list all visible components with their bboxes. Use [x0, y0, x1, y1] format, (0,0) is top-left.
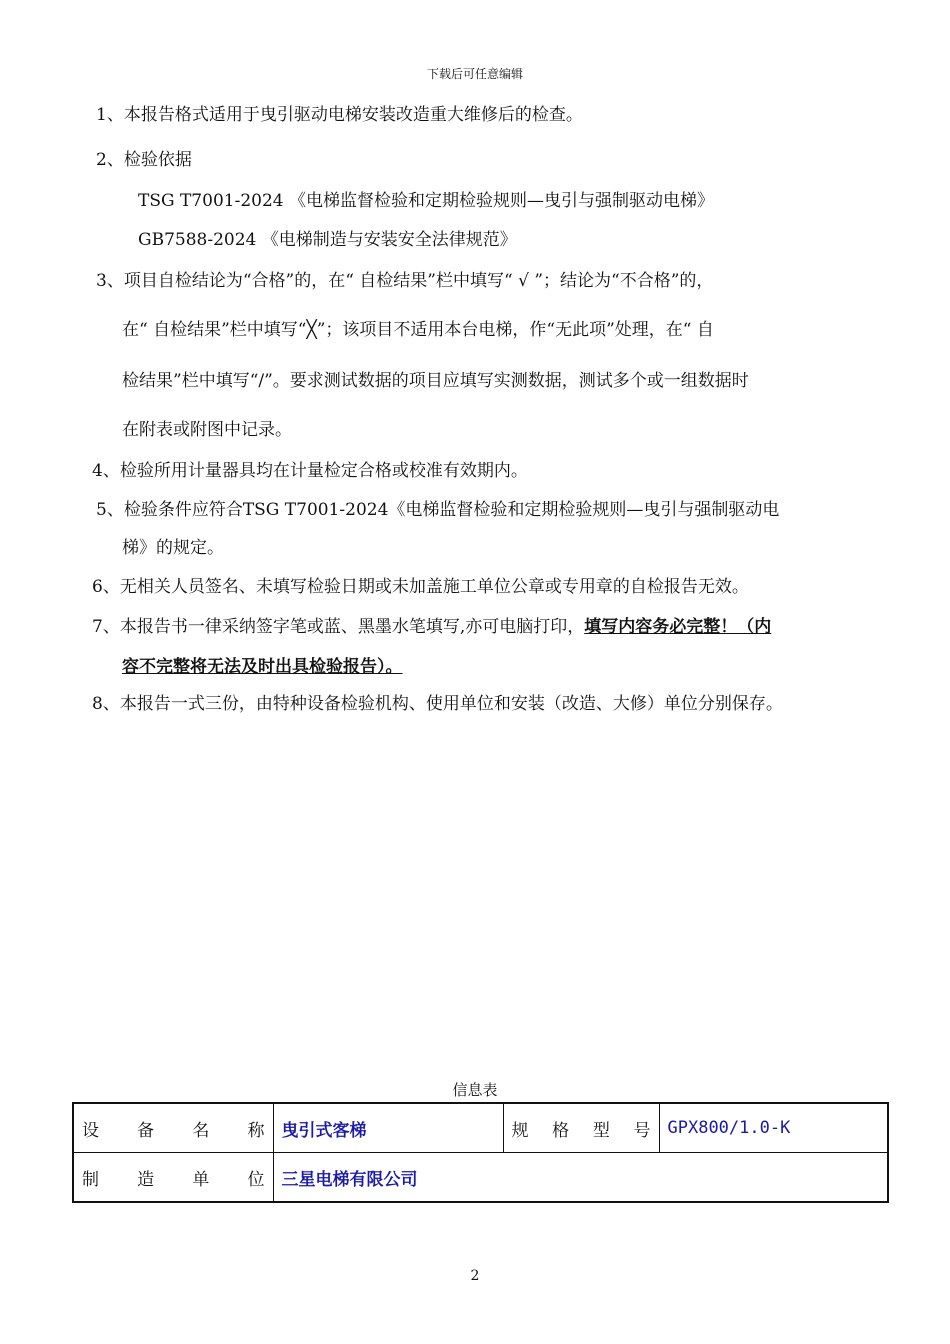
instruction-item-4: 4、检验所用计量器具均在计量检定合格或校准有效期内。 — [92, 461, 528, 481]
instruction-item-5-line-1: 5、检验条件应符合TSG T7001-2024《电梯监督检验和定期检验规则—曳引与强制驱动电 — [96, 500, 780, 520]
instruction-item-5-line-2: 梯》的规定。 — [122, 538, 224, 558]
page-number: 2 — [470, 1268, 480, 1284]
device-name-value: 曳引式客梯 — [273, 1103, 503, 1153]
instruction-item-2-ref-tsg: TSG T7001-2024 《电梯监督检验和定期检验规则—曳引与强制驱动电梯》 — [138, 191, 714, 211]
manufacturer-label: 制 造 单 位 — [73, 1153, 273, 1203]
model-label: 规 格 型 号 — [503, 1103, 659, 1153]
model-value: GPX800/1.0-K — [659, 1103, 888, 1153]
instruction-item-2: 2、检验依据 — [96, 150, 192, 170]
instruction-item-7-emphasis: 填写内容务必完整！（内 — [584, 617, 772, 637]
info-table-row — [73, 1153, 888, 1203]
instruction-item-8: 8、本报告一式三份，由特种设备检验机构、使用单位和安装（改造、大修）单位分别保存。 — [92, 694, 783, 714]
instruction-item-3-line-1: 3、项目自检结论为“合格”的，在“ 自检结果”栏中填写“ √ ”；结论为“不合格”的， — [96, 271, 714, 291]
header-note: 下载后可任意编辑 — [426, 67, 523, 81]
instruction-item-3-line-4: 在附表或附图中记录。 — [122, 420, 292, 440]
instruction-item-3-line-2: 在“ 自检结果”栏中填写“╳”；该项目不适用本台电梯，作“无此项”处理，在“ 自 — [122, 320, 714, 340]
instruction-item-2-ref-gb: GB7588-2024 《电梯制造与安装安全法律规范》 — [138, 230, 517, 250]
info-table-caption: 信息表 — [452, 1081, 498, 1099]
info-table — [72, 1102, 889, 1203]
manufacturer-value: 三星电梯有限公司 — [273, 1153, 888, 1203]
instruction-item-7-line-1 — [92, 612, 771, 637]
instruction-item-7-plain: 7、本报告书一律采纳签字笔或蓝、黑墨水笔填写,亦可电脑打印， — [92, 617, 585, 637]
instruction-item-6: 6、无相关人员签名、未填写检验日期或未加盖施工单位公章或专用章的自检报告无效。 — [92, 577, 749, 597]
instruction-item-7-emphasis-cont: 容不完整将无法及时出具检验报告）。 — [122, 657, 403, 677]
device-name-label: 设 备 名 称 — [73, 1103, 273, 1153]
instruction-item-7-line-2 — [122, 652, 403, 677]
info-table-row — [73, 1103, 888, 1153]
instruction-item-3-line-3: 检结果”栏中填写“/”。要求测试数据的项目应填写实测数据，测试多个或一组数据时 — [122, 371, 749, 391]
instruction-item-1: 1、本报告格式适用于曳引驱动电梯安装改造重大维修后的检查。 — [96, 105, 583, 125]
